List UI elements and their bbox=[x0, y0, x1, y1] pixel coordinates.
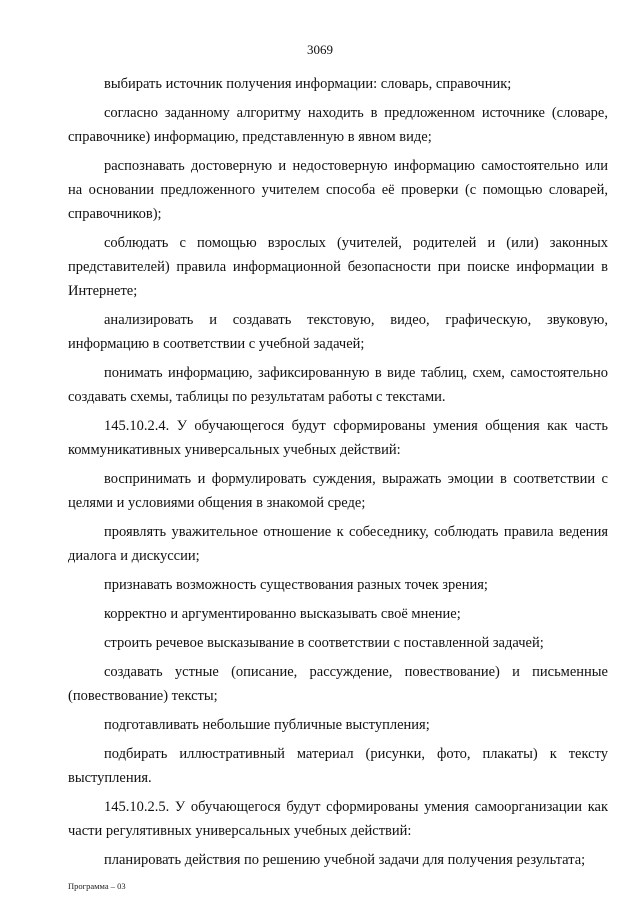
paragraph: распознавать достоверную и недостоверную информацию самостоятельно или на основании предложенного учителем способа её проверки (с помощью словарей, справочников); bbox=[68, 158, 608, 222]
paragraph: подготавливать небольшие публичные выступления; bbox=[104, 717, 430, 733]
paragraph: соблюдать с помощью взрослых (учителей, родителей и (или) законных представителей) правила информационной безопасности при поиске информации в Интернете; bbox=[68, 235, 608, 299]
paragraph: согласно заданному алгоритму находить в предложенном источнике (словаре, справочнике) информацию, представленную в явном виде; bbox=[68, 105, 608, 145]
paragraph: строить речевое высказывание в соответствии с поставленной задачей; bbox=[104, 635, 544, 651]
paragraph: планировать действия по решению учебной задачи для получения результата; bbox=[104, 852, 586, 868]
paragraph: признавать возможность существования разных точек зрения; bbox=[104, 577, 488, 593]
section-paragraph: 145.10.2.5. У обучающегося будут сформированы умения самоорганизации как части регулятивных универсальных учебных действий: bbox=[68, 799, 608, 839]
paragraph: анализировать и создавать текстовую, видео, графическую, звуковую, информацию в соответствии с учебной задачей; bbox=[68, 312, 608, 352]
section-paragraph: 145.10.2.4. У обучающегося будут сформированы умения общения как часть коммуникативных универсальных учебных действий: bbox=[68, 418, 608, 458]
paragraph: создавать устные (описание, рассуждение, повествование) и письменные (повествование) тексты; bbox=[68, 664, 608, 704]
page-footer: Программа – 03 bbox=[68, 881, 126, 891]
paragraph: проявлять уважительное отношение к собеседнику, соблюдать правила ведения диалога и дискуссии; bbox=[68, 524, 608, 564]
paragraph: подбирать иллюстративный материал (рисунки, фото, плакаты) к тексту выступления. bbox=[68, 746, 608, 786]
paragraph: понимать информацию, зафиксированную в виде таблиц, схем, самостоятельно создавать схемы, таблицы по результатам работы с текстами. bbox=[68, 365, 608, 405]
paragraph: корректно и аргументированно высказывать своё мнение; bbox=[104, 606, 461, 622]
paragraph: выбирать источник получения информации: словарь, справочник; bbox=[104, 76, 512, 92]
document-body bbox=[68, 72, 608, 877]
paragraph: воспринимать и формулировать суждения, выражать эмоции в соответствии с целями и условиями общения в знакомой среде; bbox=[68, 471, 608, 511]
page-number: 3069 bbox=[307, 42, 333, 57]
